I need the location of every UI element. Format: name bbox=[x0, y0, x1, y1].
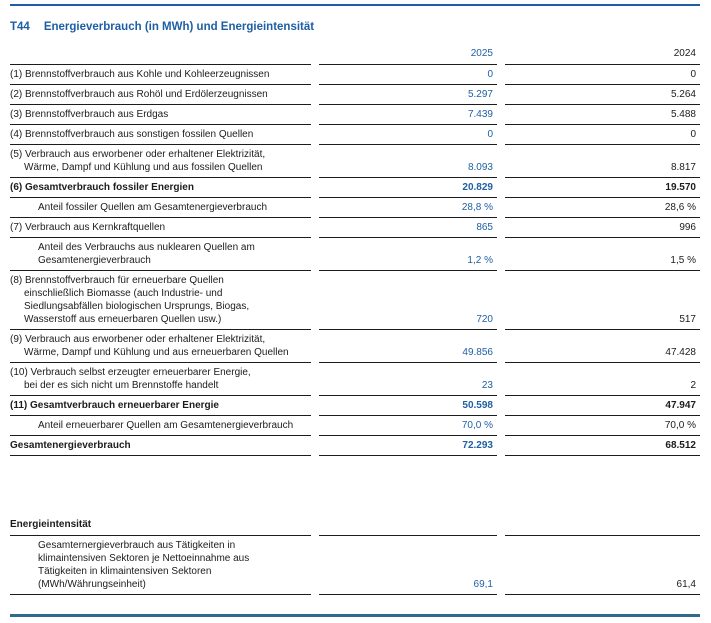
table-number: T44 bbox=[10, 21, 30, 33]
table-row bbox=[10, 330, 700, 363]
row-label-line: (1) Brennstoffverbrauch aus Kohle und Kohleerzeugnissen bbox=[10, 69, 270, 80]
row-label-line: Wärme, Dampf und Kühlung und aus fossilen Quellen bbox=[24, 162, 263, 173]
row-label bbox=[10, 178, 311, 198]
table-row bbox=[10, 363, 700, 396]
value-2024: 0 bbox=[505, 65, 700, 85]
value-2025: 23 bbox=[319, 376, 497, 396]
row-label-line: (6) Gesamtverbrauch fossiler Energien bbox=[10, 182, 194, 193]
value-2024: 70,0 % bbox=[505, 416, 700, 436]
row-label-line: (11) Gesamtverbrauch erneuerbarer Energie bbox=[10, 400, 219, 411]
section-heading-row bbox=[10, 516, 700, 536]
row-label bbox=[10, 363, 311, 396]
row-label-line: (10) Verbrauch selbst erzeugter erneuerbarer Energie, bbox=[10, 367, 251, 378]
value-2024: 996 bbox=[505, 218, 700, 238]
row-label-line: Gesamtenergieverbrauch bbox=[10, 440, 131, 451]
row-label bbox=[10, 65, 311, 85]
value-2025: 50.598 bbox=[319, 396, 497, 416]
empty-cell-2025 bbox=[319, 516, 497, 536]
table-title bbox=[10, 21, 700, 34]
value-2025: 70,0 % bbox=[319, 416, 497, 436]
row-label-line: (MWh/Währungseinheit) bbox=[38, 579, 146, 590]
table-row bbox=[10, 238, 700, 271]
row-label-line: einschließlich Biomasse (auch Industrie- und bbox=[24, 288, 223, 299]
row-label-line: Wärme, Dampf und Kühlung und aus erneuerbaren Quellen bbox=[24, 347, 289, 358]
row-label bbox=[10, 125, 311, 145]
value-2024: 47.947 bbox=[505, 396, 700, 416]
row-label-line: Tätigkeiten in klimaintensiven Sektoren bbox=[38, 566, 212, 577]
column-header-2024: 2024 bbox=[505, 45, 700, 65]
value-2025: 0 bbox=[319, 125, 497, 145]
row-label bbox=[10, 105, 311, 125]
table-row bbox=[10, 145, 700, 178]
table-title-text: Energieverbrauch (in MWh) und Energieintensität bbox=[43, 21, 315, 33]
table-row bbox=[10, 125, 700, 145]
row-label-line: Anteil des Verbrauchs aus nuklearen Quellen am bbox=[38, 242, 255, 253]
table-row bbox=[10, 436, 700, 456]
value-2025: 0 bbox=[319, 65, 497, 85]
table-header-row bbox=[10, 45, 700, 65]
row-label-line: Anteil fossiler Quellen am Gesamtenergieverbrauch bbox=[38, 202, 267, 213]
value-2025: 7.439 bbox=[319, 105, 497, 125]
table-row bbox=[10, 218, 700, 238]
value-2025: 49.856 bbox=[319, 343, 497, 363]
row-label bbox=[10, 436, 311, 456]
value-2025: 5.297 bbox=[319, 85, 497, 105]
value-2024: 2 bbox=[505, 376, 700, 396]
value-2024: 517 bbox=[505, 310, 700, 330]
value-2024: 5.488 bbox=[505, 105, 700, 125]
row-label bbox=[10, 85, 311, 105]
table-row bbox=[10, 396, 700, 416]
table-body bbox=[10, 65, 700, 456]
value-2025: 8.093 bbox=[319, 158, 497, 178]
row-label-line: (8) Brennstoffverbrauch für erneuerbare Quellen bbox=[10, 275, 224, 286]
value-2025: 20.829 bbox=[319, 178, 497, 198]
table-row bbox=[10, 85, 700, 105]
row-label-line: Anteil erneuerbarer Quellen am Gesamtenergieverbrauch bbox=[38, 420, 294, 431]
value-2024: 19.570 bbox=[505, 178, 700, 198]
energy-consumption-table bbox=[10, 45, 700, 456]
value-2024: 5.264 bbox=[505, 85, 700, 105]
table-row bbox=[10, 178, 700, 198]
table-row bbox=[10, 536, 700, 595]
row-label bbox=[10, 330, 311, 363]
empty-cell-2024 bbox=[505, 516, 700, 536]
header-label-cell bbox=[10, 45, 311, 65]
value-2025: 72.293 bbox=[319, 436, 497, 456]
bottom-rule bbox=[10, 614, 700, 617]
row-label bbox=[10, 416, 311, 436]
row-label-line: Gesamtenergieverbrauch bbox=[38, 255, 151, 266]
row-label-line: Wasserstoff aus erneuerbaren Quellen usw.) bbox=[24, 314, 222, 325]
energy-intensity-section bbox=[10, 516, 700, 595]
table-row bbox=[10, 271, 700, 330]
value-2024: 28,6 % bbox=[505, 198, 700, 218]
row-label-line: bei der es sich nicht um Brennstoffe handelt bbox=[24, 380, 219, 391]
row-label-line: (3) Brennstoffverbrauch aus Erdgas bbox=[10, 109, 169, 120]
row-label-line: (7) Verbrauch aus Kernkraftquellen bbox=[10, 222, 166, 233]
row-label bbox=[10, 198, 311, 218]
value-2024: 47.428 bbox=[505, 343, 700, 363]
row-label bbox=[10, 145, 311, 178]
row-label-line: (2) Brennstoffverbrauch aus Rohöl und Erdölerzeugnissen bbox=[10, 89, 268, 100]
row-label bbox=[10, 536, 311, 595]
row-label-line: Gesamternergieverbrauch aus Tätigkeiten in bbox=[38, 540, 236, 551]
value-2025: 1,2 % bbox=[319, 251, 497, 271]
value-2024: 8.817 bbox=[505, 158, 700, 178]
table-row bbox=[10, 65, 700, 85]
row-label-line: Siedlungsabfällen biologischen Ursprungs, Biogas, bbox=[24, 301, 250, 312]
row-label bbox=[10, 218, 311, 238]
section-heading: Energieintensität bbox=[10, 516, 311, 536]
row-label bbox=[10, 238, 311, 271]
value-2024: 61,4 bbox=[505, 575, 700, 595]
value-2024: 0 bbox=[505, 125, 700, 145]
table-row bbox=[10, 198, 700, 218]
value-2024: 68.512 bbox=[505, 436, 700, 456]
table-row bbox=[10, 105, 700, 125]
value-2025: 720 bbox=[319, 310, 497, 330]
value-2025: 865 bbox=[319, 218, 497, 238]
column-header-2025: 2025 bbox=[319, 45, 497, 65]
intensity-table-body bbox=[10, 536, 700, 595]
value-2024: 1,5 % bbox=[505, 251, 700, 271]
row-label bbox=[10, 271, 311, 330]
row-label-line: (9) Verbrauch aus erworbener oder erhaltener Elektrizität, bbox=[10, 334, 266, 345]
table-row bbox=[10, 416, 700, 436]
row-label-line: (4) Brennstoffverbrauch aus sonstigen fossilen Quellen bbox=[10, 129, 254, 140]
row-label bbox=[10, 396, 311, 416]
top-rule bbox=[10, 4, 700, 6]
value-2025: 69,1 bbox=[319, 575, 497, 595]
value-2025: 28,8 % bbox=[319, 198, 497, 218]
row-label-line: (5) Verbrauch aus erworbener oder erhaltener Elektrizität, bbox=[10, 149, 266, 160]
row-label-line: klimaintensiven Sektoren je Nettoeinnahme aus bbox=[38, 553, 250, 564]
